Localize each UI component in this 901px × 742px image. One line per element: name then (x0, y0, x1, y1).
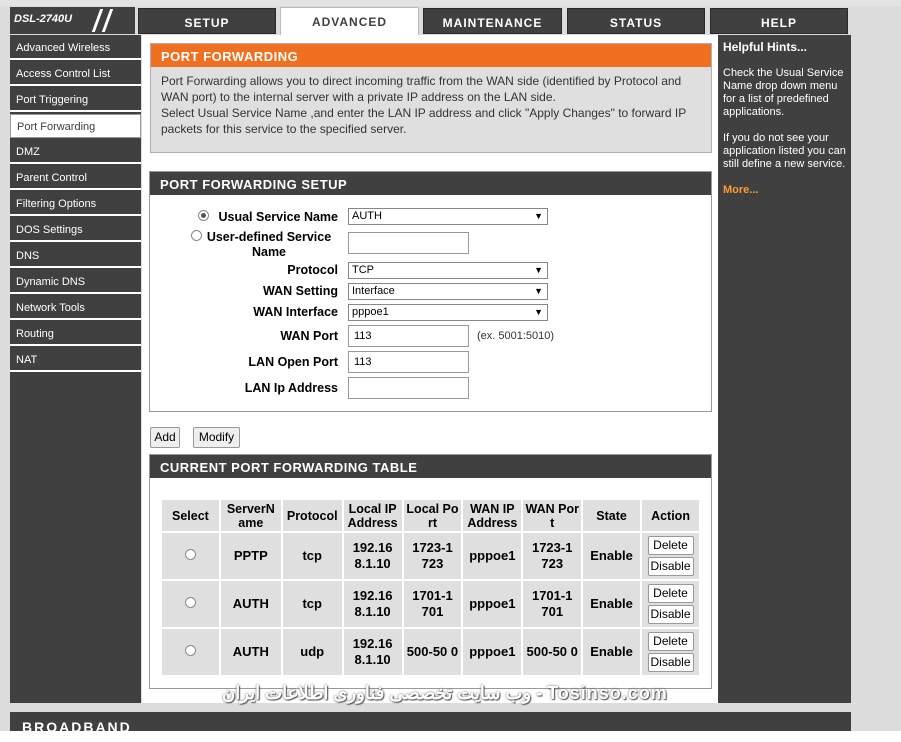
sidebar-item-port-forwarding[interactable]: Port Forwarding (10, 114, 141, 138)
wan-port-label: WAN Port (280, 329, 338, 343)
logo-slash (92, 9, 103, 32)
usual-service-value: AUTH (352, 210, 382, 222)
wan-port-hint: (ex. 5001:5010) (477, 330, 555, 342)
tab-status[interactable]: STATUS (567, 8, 705, 34)
intro-text (151, 67, 711, 143)
add-button[interactable]: Add (150, 427, 180, 448)
cell-local-port: 1723-1 723 (404, 533, 462, 579)
hints-more-link[interactable]: More... (723, 184, 759, 196)
cell-server: AUTH (221, 581, 281, 627)
wan-interface-select[interactable] (348, 304, 548, 321)
protocol-select[interactable] (348, 262, 548, 279)
cell-local-ip: 192.16 8.1.10 (344, 533, 402, 579)
helpful-hints-panel (718, 35, 851, 703)
protocol-value: TCP (352, 264, 374, 276)
delete-button[interactable]: Delete (648, 632, 694, 651)
col-server-name: ServerN ame (221, 500, 281, 531)
chevron-down-icon: ▼ (534, 211, 543, 221)
table-row (162, 581, 699, 627)
hints-title: Helpful Hints... (723, 40, 807, 54)
cell-server: AUTH (221, 629, 281, 675)
row-select-cell (162, 629, 219, 675)
cell-local-port: 500-50 0 (404, 629, 462, 675)
cell-action (642, 533, 699, 579)
port-forwarding-table (160, 498, 701, 677)
cell-state: Enable (583, 533, 640, 579)
sidebar-item-access-control-list[interactable]: Access Control List (10, 62, 141, 86)
modify-button[interactable]: Modify (193, 427, 240, 448)
intro-paragraph-2: Select Usual Service Name ,and enter the LAN IP address and click "Apply Changes" to forward IP packets for this service to the specified server. (161, 106, 687, 136)
row-select-cell (162, 533, 219, 579)
row-select-radio[interactable] (185, 549, 196, 560)
row-select-radio[interactable] (185, 645, 196, 656)
col-local-ip: Local IP Address (344, 500, 402, 531)
wan-setting-value: Interface (352, 285, 395, 297)
sidebar-item-filtering-options[interactable]: Filtering Options (10, 192, 141, 216)
sidebar-item-nat[interactable]: NAT (10, 348, 141, 372)
chevron-down-icon: ▼ (534, 286, 543, 296)
row-select-cell (162, 581, 219, 627)
sidebar-item-network-tools[interactable]: Network Tools (10, 296, 141, 320)
lan-open-port-input[interactable]: 113 (348, 351, 469, 373)
cell-protocol: udp (283, 629, 342, 675)
table-row (162, 533, 699, 579)
page-title: PORT FORWARDING (151, 44, 711, 67)
cell-local-port: 1701-1 701 (404, 581, 462, 627)
lan-ip-input[interactable] (348, 377, 469, 399)
wan-interface-label: WAN Interface (253, 305, 338, 319)
disable-button[interactable]: Disable (648, 605, 694, 624)
delete-button[interactable]: Delete (648, 536, 694, 555)
model-logo (10, 7, 135, 34)
cell-wan-port: 1723-1 723 (523, 533, 581, 579)
user-defined-label-line1: User-defined Service (206, 230, 332, 244)
delete-button[interactable]: Delete (648, 584, 694, 603)
footer-brand: BROADBAND (10, 712, 851, 731)
logo-slash (102, 9, 113, 32)
sidebar-item-advanced-wireless[interactable]: Advanced Wireless (10, 36, 141, 60)
lan-open-port-label: LAN Open Port (248, 355, 338, 369)
sidebar-item-parent-control[interactable]: Parent Control (10, 166, 141, 190)
row-select-radio[interactable] (185, 597, 196, 608)
intro-panel (150, 43, 712, 153)
lan-ip-label: LAN Ip Address (244, 381, 338, 395)
cell-local-ip: 192.16 8.1.10 (344, 629, 402, 675)
col-wan-port: WAN Por t (523, 500, 581, 531)
wan-interface-value: pppoe1 (352, 306, 389, 318)
col-select: Select (162, 500, 219, 531)
chevron-down-icon: ▼ (534, 307, 543, 317)
wan-setting-label: WAN Setting (263, 284, 338, 298)
tab-setup[interactable]: SETUP (138, 8, 276, 34)
hints-paragraph-2: If you do not see your application listed you can still define a new service. (723, 132, 846, 170)
disable-button[interactable]: Disable (648, 557, 694, 576)
user-defined-service-input[interactable] (348, 232, 469, 254)
table-header-row (162, 500, 699, 531)
col-state: State (583, 500, 640, 531)
cell-action (642, 629, 699, 675)
wan-port-input[interactable]: 113 (348, 325, 469, 347)
tab-help[interactable]: HELP (710, 8, 848, 34)
cell-state: Enable (583, 629, 640, 675)
sidebar-item-dynamic-dns[interactable]: Dynamic DNS (10, 270, 141, 294)
cell-wan-ip: pppoe1 (463, 533, 521, 579)
chevron-down-icon: ▼ (534, 265, 543, 275)
user-defined-label-line2: Name (251, 245, 287, 259)
protocol-label: Protocol (287, 263, 338, 277)
sidebar-item-dmz[interactable]: DMZ (10, 140, 141, 164)
cell-local-ip: 192.16 8.1.10 (344, 581, 402, 627)
top-strip (0, 0, 901, 6)
table-title: CURRENT PORT FORWARDING TABLE (150, 455, 711, 478)
usual-service-label: Usual Service Name (218, 210, 338, 224)
sidebar-item-routing[interactable]: Routing (10, 322, 141, 346)
cell-wan-port: 500-50 0 (523, 629, 581, 675)
tab-advanced[interactable]: ADVANCED (280, 7, 419, 35)
cell-wan-ip: pppoe1 (463, 581, 521, 627)
tab-maintenance[interactable]: MAINTENANCE (423, 8, 562, 34)
watermark: وب سایت تخصصی فناوری اطلاعات ایران - Tosinso.com (222, 683, 668, 703)
cell-state: Enable (583, 581, 640, 627)
user-defined-label (200, 230, 338, 260)
disable-button[interactable]: Disable (648, 653, 694, 672)
col-local-port: Local Po rt (404, 500, 462, 531)
hints-paragraph-1: Check the Usual Service Name drop down menu for a list of predefined applications. (723, 67, 844, 118)
col-protocol: Protocol (283, 500, 342, 531)
sidebar-item-dns[interactable]: DNS (10, 244, 141, 268)
col-action: Action (642, 500, 699, 531)
intro-paragraph-1: Port Forwarding allows you to direct incoming traffic from the WAN side (identified by Protocol and WAN port) to the internal server with a private IP address on the LAN side. (161, 74, 682, 104)
cell-action (642, 581, 699, 627)
sidebar-item-port-triggering[interactable]: Port Triggering (10, 88, 141, 112)
model-name: DSL-2740U (14, 13, 73, 25)
sidebar-item-dos-settings[interactable]: DOS Settings (10, 218, 141, 242)
cell-protocol: tcp (283, 581, 342, 627)
table-row (162, 629, 699, 675)
wan-setting-select[interactable] (348, 283, 548, 300)
cell-server: PPTP (221, 533, 281, 579)
cell-wan-port: 1701-1 701 (523, 581, 581, 627)
cell-protocol: tcp (283, 533, 342, 579)
setup-title: PORT FORWARDING SETUP (150, 172, 711, 195)
cell-wan-ip: pppoe1 (463, 629, 521, 675)
sidebar (10, 35, 141, 703)
usual-service-select[interactable] (348, 208, 548, 225)
col-wan-ip: WAN IP Address (463, 500, 521, 531)
